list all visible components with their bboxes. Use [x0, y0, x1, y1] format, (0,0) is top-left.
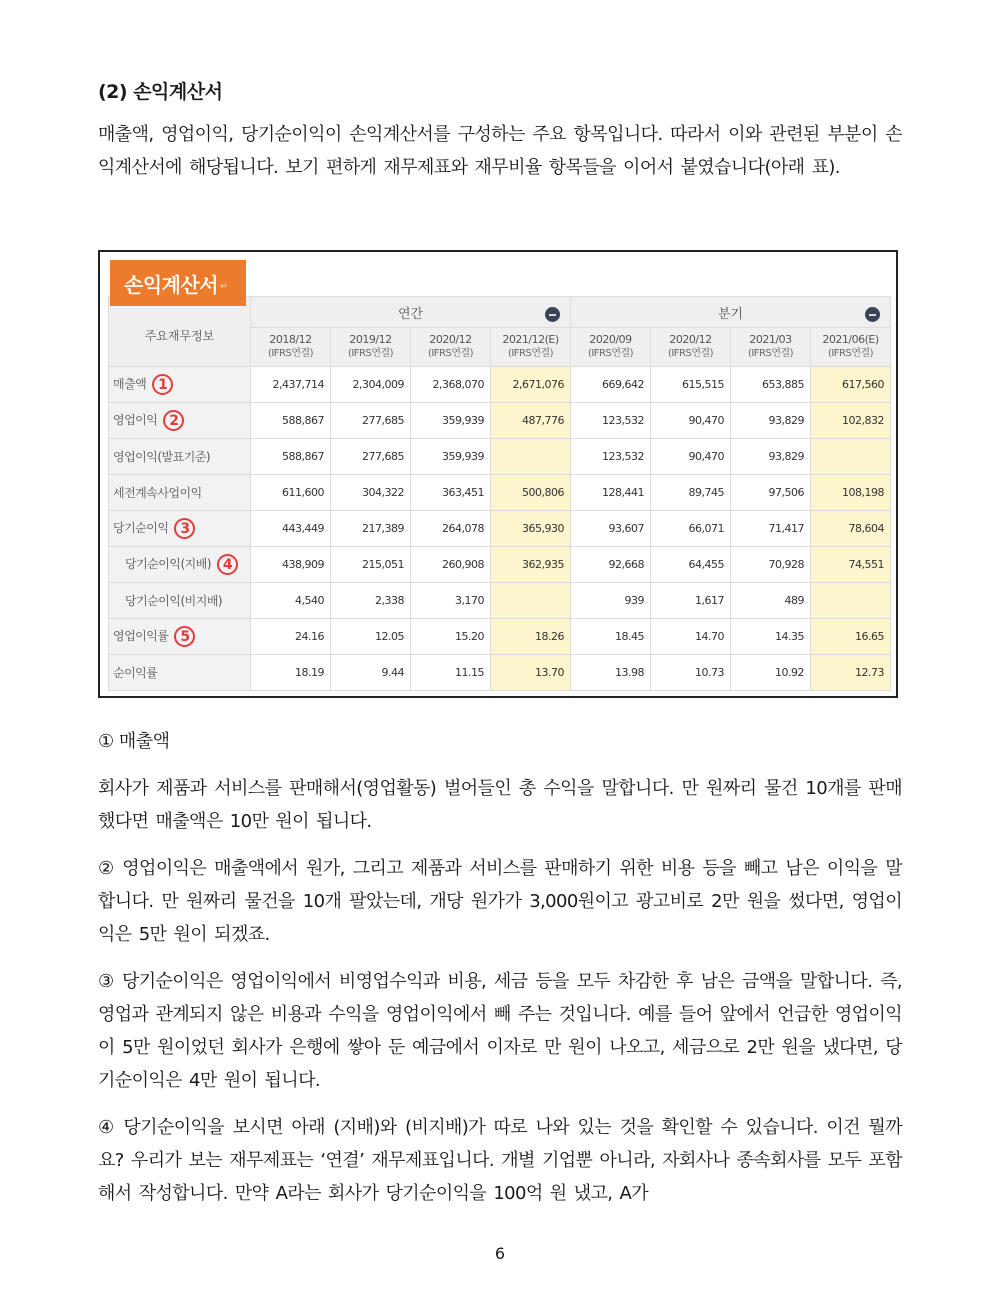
- circled-number-marker: 5: [174, 626, 195, 647]
- period-header: [331, 328, 411, 367]
- circled-number-marker: 2: [163, 410, 184, 431]
- period-header: [411, 328, 491, 367]
- period-header: [251, 328, 331, 367]
- value-cell: 359,939: [411, 439, 491, 475]
- value-cell: 363,451: [411, 475, 491, 511]
- value-cell: 18.45: [571, 619, 651, 655]
- value-cell: 669,642: [571, 367, 651, 403]
- explanations: [98, 728, 902, 1210]
- period-basis: (IFRS연결): [427, 348, 474, 359]
- period-basis: (IFRS연결): [507, 348, 554, 359]
- value-cell: 4,540: [251, 583, 331, 619]
- item1-title: ① 매출액: [98, 731, 170, 752]
- value-cell: 89,745: [651, 475, 731, 511]
- value-cell: 939: [571, 583, 651, 619]
- row-label-cell: [109, 403, 251, 439]
- period-basis: (IFRS연결): [827, 348, 874, 359]
- value-cell: 3,170: [411, 583, 491, 619]
- collapse-minus-icon[interactable]: [545, 307, 560, 322]
- row-label-cell: [109, 439, 251, 475]
- value-cell: 90,470: [651, 439, 731, 475]
- value-cell: 588,867: [251, 403, 331, 439]
- value-cell: 2,304,009: [331, 367, 411, 403]
- annual-group-header: [251, 297, 571, 328]
- value-cell: 14.70: [651, 619, 731, 655]
- period-header: [651, 328, 731, 367]
- period-basis: (IFRS연결): [587, 348, 634, 359]
- income-statement-table: [98, 250, 898, 698]
- item4-text: ④ 당기순이익을 보시면 아래 (지배)와 (비지배)가 따로 나와 있는 것을 확인할 수 있습니다. 이건 뭘까요? 우리가 보는 재무제표는 ‘연결’ 재무제표입니다. 개별 기업뿐 아니라, 자회사나 종속회사를 모두 포함해서 작성합니다. 만약 A라는 회사가 당기순이익을 100억 원 냈고, A가: [98, 1117, 902, 1204]
- value-cell: 215,051: [331, 547, 411, 583]
- value-cell: 438,909: [251, 547, 331, 583]
- value-cell: 16.65: [811, 619, 891, 655]
- value-cell: 653,885: [731, 367, 811, 403]
- value-cell: 64,455: [651, 547, 731, 583]
- table-row: [109, 655, 891, 691]
- row-label: 영업이익: [113, 413, 158, 427]
- period-date: 2019/12: [349, 333, 392, 346]
- value-cell: 71,417: [731, 511, 811, 547]
- row-label-cell: [109, 511, 251, 547]
- value-cell: 92,668: [571, 547, 651, 583]
- value-cell: 93,829: [731, 403, 811, 439]
- table-row: [109, 475, 891, 511]
- value-cell: 2,368,070: [411, 367, 491, 403]
- row-label: 당기순이익(비지배): [125, 594, 223, 608]
- value-cell: 489: [731, 583, 811, 619]
- value-cell: 611,600: [251, 475, 331, 511]
- value-cell: 78,604: [811, 511, 891, 547]
- return-mark-icon: ↵: [220, 282, 228, 292]
- value-cell: 260,908: [411, 547, 491, 583]
- table-badge: [110, 260, 246, 306]
- period-header: [811, 328, 891, 367]
- value-cell: 15.20: [411, 619, 491, 655]
- table-row: [109, 511, 891, 547]
- value-cell: 93,607: [571, 511, 651, 547]
- item3-text: ③ 당기순이익은 영업이익에서 비영업수익과 비용, 세금 등을 모두 차감한 후 남은 금액을 말합니다. 즉, 영업과 관계되지 않은 비용과 수익을 영업이익에서 빼 주는 것입니다. 예를 들어 앞에서 언급한 영업이익이 5만 원이었던 회사가 은행에 쌓아 둔 예금에서 이자로 만 원이 나오고, 세금으로 2만 원을 냈다면, 당기순이익은 4만 원이 됩니다.: [98, 971, 902, 1091]
- value-cell: 123,532: [571, 403, 651, 439]
- row-label: 당기순이익: [113, 521, 169, 535]
- row-label: 세전계속사업이익: [113, 486, 202, 500]
- item1-text: 회사가 제품과 서비스를 판매해서(영업활동) 벌어들인 총 수익을 말합니다. 만 원짜리 물건 10개를 판매했다면 매출액은 10만 원이 됩니다.: [98, 778, 902, 832]
- value-cell: 487,776: [491, 403, 571, 439]
- page-number: 6: [494, 1244, 506, 1263]
- value-cell: 2,437,714: [251, 367, 331, 403]
- item2-text: ② 영업이익은 매출액에서 원가, 그리고 제품과 서비스를 판매하기 위한 비용 등을 빼고 남은 이익을 말합니다. 만 원짜리 물건을 10개 팔았는데, 개당 원가가 3,000원이고 광고비로 2만 원을 썼다면, 영업이익은 5만 원이 되겠죠.: [98, 858, 902, 945]
- value-cell: 14.35: [731, 619, 811, 655]
- group-label: 분기: [717, 306, 744, 322]
- period-date: 2021/12(E): [502, 333, 559, 346]
- row-label: 순이익률: [113, 666, 158, 680]
- value-cell: 304,322: [331, 475, 411, 511]
- value-cell: 18.19: [251, 655, 331, 691]
- value-cell: 70,928: [731, 547, 811, 583]
- value-cell: 90,470: [651, 403, 731, 439]
- intro-paragraph: 매출액, 영업이익, 당기순이익이 손익계산서를 구성하는 주요 항목입니다. 따라서 이와 관련된 부분이 손익계산서에 해당됩니다. 보기 편하게 재무제표와 재무비율 항목들을 이어서 붙였습니다(아래 표).: [98, 124, 902, 178]
- period-basis: (IFRS연결): [667, 348, 714, 359]
- value-cell: [491, 583, 571, 619]
- circled-number-marker: 3: [174, 518, 195, 539]
- period-date: 2021/06(E): [822, 333, 879, 346]
- value-cell: 443,449: [251, 511, 331, 547]
- row-label-cell: [109, 547, 251, 583]
- value-cell: 2,338: [331, 583, 411, 619]
- corner-header: 주요재무정보: [109, 297, 251, 367]
- table-row: [109, 439, 891, 475]
- value-cell: 66,071: [651, 511, 731, 547]
- value-cell: 12.73: [811, 655, 891, 691]
- value-cell: 264,078: [411, 511, 491, 547]
- table-row: [109, 619, 891, 655]
- collapse-minus-icon[interactable]: [865, 307, 880, 322]
- period-header: [731, 328, 811, 367]
- value-cell: [811, 583, 891, 619]
- value-cell: 2,671,076: [491, 367, 571, 403]
- row-label: 영업이익률: [113, 629, 169, 643]
- value-cell: 93,829: [731, 439, 811, 475]
- value-cell: 13.70: [491, 655, 571, 691]
- value-cell: 123,532: [571, 439, 651, 475]
- row-label: 영업이익(발표기준): [113, 450, 211, 464]
- value-cell: 10.73: [651, 655, 731, 691]
- value-cell: 108,198: [811, 475, 891, 511]
- value-cell: 9.44: [331, 655, 411, 691]
- circled-number-marker: 1: [152, 374, 173, 395]
- value-cell: 217,389: [331, 511, 411, 547]
- value-cell: 359,939: [411, 403, 491, 439]
- value-cell: 24.16: [251, 619, 331, 655]
- value-cell: 277,685: [331, 403, 411, 439]
- row-label: 매출액: [113, 377, 147, 391]
- badge-label: 손익계산서: [124, 272, 219, 297]
- page-body: [98, 78, 902, 184]
- value-cell: [811, 439, 891, 475]
- period-header: [571, 328, 651, 367]
- value-cell: 362,935: [491, 547, 571, 583]
- row-label-cell: [109, 475, 251, 511]
- value-cell: 1,617: [651, 583, 731, 619]
- period-basis: (IFRS연결): [347, 348, 394, 359]
- quarterly-group-header: [571, 297, 891, 328]
- period-date: 2021/03: [749, 333, 792, 346]
- value-cell: 128,441: [571, 475, 651, 511]
- value-cell: 102,832: [811, 403, 891, 439]
- value-cell: 97,506: [731, 475, 811, 511]
- value-cell: [491, 439, 571, 475]
- row-label-cell: [109, 367, 251, 403]
- value-cell: 588,867: [251, 439, 331, 475]
- value-cell: 365,930: [491, 511, 571, 547]
- financial-table: [108, 296, 891, 691]
- table-row: [109, 547, 891, 583]
- section-title: (2) 손익계산서: [98, 81, 223, 103]
- period-date: 2020/12: [669, 333, 712, 346]
- value-cell: 615,515: [651, 367, 731, 403]
- period-date: 2018/12: [269, 333, 312, 346]
- table-row: [109, 367, 891, 403]
- value-cell: 12.05: [331, 619, 411, 655]
- value-cell: 10.92: [731, 655, 811, 691]
- group-label: 연간: [397, 306, 424, 322]
- period-date: 2020/12: [429, 333, 472, 346]
- value-cell: 277,685: [331, 439, 411, 475]
- value-cell: 11.15: [411, 655, 491, 691]
- period-basis: (IFRS연결): [267, 348, 314, 359]
- period-basis: (IFRS연결): [747, 348, 794, 359]
- circled-number-marker: 4: [217, 554, 238, 575]
- value-cell: 13.98: [571, 655, 651, 691]
- row-label-cell: [109, 619, 251, 655]
- row-label-cell: [109, 583, 251, 619]
- table-row: [109, 403, 891, 439]
- value-cell: 617,560: [811, 367, 891, 403]
- table-row: [109, 583, 891, 619]
- row-label: 당기순이익(지배): [125, 557, 212, 571]
- row-label-cell: [109, 655, 251, 691]
- value-cell: 500,806: [491, 475, 571, 511]
- value-cell: 74,551: [811, 547, 891, 583]
- value-cell: 18.26: [491, 619, 571, 655]
- period-header: [491, 328, 571, 367]
- period-date: 2020/09: [589, 333, 632, 346]
